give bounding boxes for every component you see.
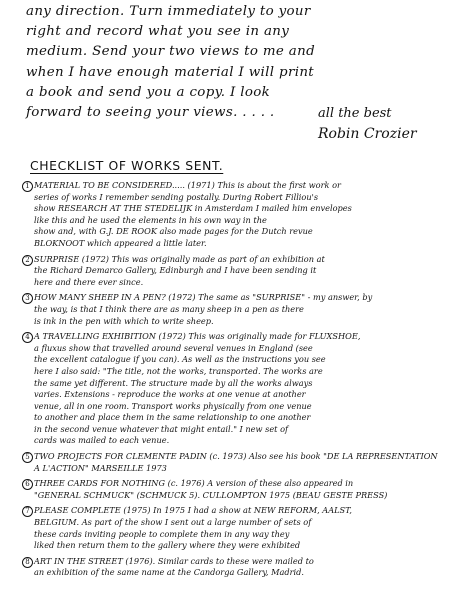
- checklist-title: CHECKLIST OF WORKS SENT.: [30, 158, 224, 173]
- entry-line: the way, is that I think there are as many sheep in a pen as there: [34, 303, 304, 314]
- intro-line: forward to seeing your views. . . . .: [26, 105, 275, 121]
- checklist-entry: [22, 478, 457, 501]
- entry-line: A L'ACTION" MARSEILLE 1973: [34, 462, 167, 473]
- checklist-entry: [22, 556, 457, 579]
- entry-number: 5: [22, 452, 33, 463]
- entry-line: MATERIAL TO BE CONSIDERED..... (1971) This is about the first work or: [34, 180, 341, 190]
- entry-line: cards was mailed to each venue.: [34, 435, 170, 446]
- entry-line: to another and place them in the same relationship to one another: [34, 412, 311, 423]
- entry-line: the Richard Demarco Gallery, Edinburgh and I have been sending it: [34, 265, 317, 276]
- checklist-entry: [22, 292, 457, 327]
- entry-number: 8: [22, 557, 33, 568]
- checklist-entry: [22, 180, 457, 250]
- entry-line: here I also said: "The title, not the works, transported. The works are: [34, 365, 323, 376]
- entry-number: 1: [22, 181, 33, 192]
- signature: Robin Crozier: [318, 126, 417, 142]
- entry-line: here and there ever since.: [34, 276, 144, 287]
- entry-line: THREE CARDS FOR NOTHING (c. 1976) A version of these also appeared in: [34, 478, 354, 489]
- entry-line: these cards inviting people to complete them in any way they: [34, 528, 290, 539]
- checklist-entry: [22, 451, 457, 474]
- entry-line: is ink in the pen with which to write sheep.: [34, 315, 214, 326]
- entry-line: like this and he used the elements in his own way in the: [34, 214, 267, 225]
- intro-line: medium. Send your two views to me and: [26, 44, 316, 60]
- entry-line: liked then return them to the gallery where they were exhibited: [34, 540, 301, 551]
- checklist-entry: [22, 254, 457, 289]
- entry-line: venue, all in one room. Transport works physically from one venue: [34, 400, 312, 411]
- entry-line: show and, with G.J. DE ROOK also made pages for the Dutch revue: [34, 226, 313, 237]
- entry-line: HOW MANY SHEEP IN A PEN? (1972) The same as "SURPRISE" - my answer, by: [34, 292, 373, 303]
- entry-line: "GENERAL SCHMUCK" (SCHMUCK 5). CULLOMPTON 1975 (BEAU GESTE PRESS): [34, 489, 388, 500]
- entry-line: in the second venue whatever that might entail." I new set of: [34, 423, 289, 434]
- entry-number: 7: [22, 506, 33, 517]
- entry-number: 6: [22, 479, 33, 490]
- entry-number: 2: [22, 255, 33, 266]
- entry-line: ART IN THE STREET (1976). Similar cards to these were mailed to: [34, 555, 314, 566]
- intro-line: right and record what you see in any: [26, 24, 290, 40]
- entry-line: series of works I remember sending postally. During Robert Filliou's: [34, 191, 319, 202]
- entry-line: varies. Extensions - reproduce the works at one venue at another: [34, 389, 306, 400]
- intro-line: any direction. Turn immediately to your: [26, 4, 311, 19]
- entry-number: 4: [22, 332, 33, 343]
- letter-closing: all the best: [318, 106, 392, 121]
- checklist-entry: [22, 505, 457, 551]
- entry-line: PLEASE COMPLETE (1975) In 1975 I had a show at NEW REFORM, AALST,: [34, 505, 353, 516]
- entry-line: a fluxus show that travelled around several venues in England (see: [34, 342, 313, 353]
- intro-line: a book and send you a copy. I look: [26, 84, 271, 100]
- entry-line: SURPRISE (1972) This was originally made as part of an exhibition at: [34, 253, 325, 264]
- entry-line: the same yet different. The structure made by all the works always: [34, 377, 313, 388]
- entry-line: TWO PROJECTS FOR CLEMENTE PADIN (c. 1973) Also see his book "DE LA REPRESENTATION: [34, 451, 438, 462]
- intro-line: when I have enough material I will print: [26, 64, 315, 80]
- entry-line: the excellent catalogue if you can). As well as the instructions you see: [34, 354, 326, 365]
- entry-line: BLOKNOOT which appeared a little later.: [34, 237, 207, 248]
- entry-line: an exhibition of the same name at the Candorga Gallery, Madrid.: [34, 567, 304, 578]
- entry-line: BELGIUM. As part of the show I sent out a large number of sets of: [34, 517, 312, 528]
- checklist-entry: [22, 331, 457, 447]
- checklist-entries: [22, 180, 457, 583]
- entry-line: A TRAVELLING EXHIBITION (1972) This was originally made for FLUXSHOE,: [34, 331, 361, 342]
- entry-number: 3: [22, 293, 33, 304]
- entry-line: show RESEARCH AT THE STEDELIJK in Amsterdam I mailed him envelopes: [34, 203, 352, 214]
